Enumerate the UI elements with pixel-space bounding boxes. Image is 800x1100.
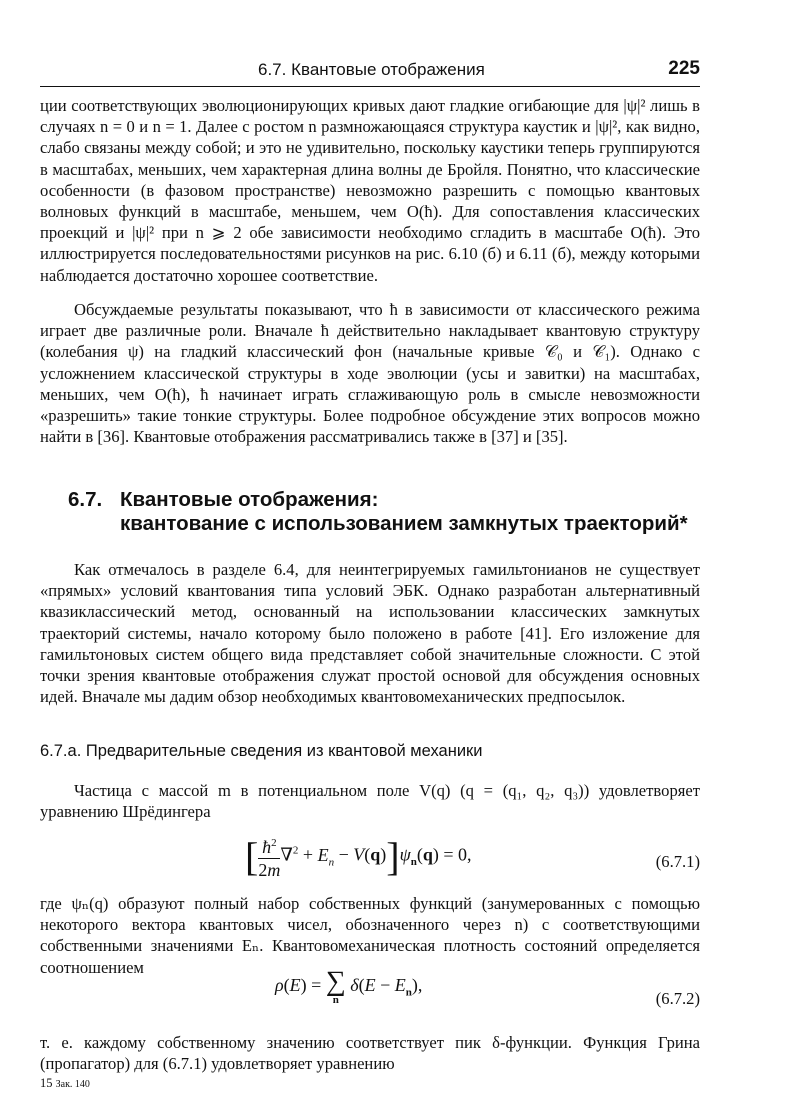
equation-6-7-1: [40, 832, 700, 892]
paragraph-5-text: где ψₙ(q) образуют полный набор собственных функций (занумерованных с помощью некоторого вектора квантовых чисел, обозначенного через n) с соответствующими собственными значениями Eₙ. Квантовомеханическая плотность состояний определяется соотношением: [40, 894, 700, 977]
paragraph-3-text: Как отмечалось в разделе 6.4, для неинтегрируемых гамильтонианов не существует «прямых» условий квантования типа условий ЭБК. Однако разработан альтернативный квазиклассический метод, основанный на использовании классических замкнутых траекторий системы, начало которому было положено в работе [41]. Его изложение для гамильтоновых систем общего вида представляет собой значительные сложности. С этой точки зрения квантовые отображения служат простой основой для обсуждения основных идей. Вначале мы дадим обзор необходимых квантовомеханических предпосылок.: [40, 560, 700, 707]
paragraph-5: [40, 893, 700, 978]
paragraph-1-text: ции соответствующих эволюционирующих кривых дают гладкие огибающие для |ψ|² лишь в случаях n = 0 и n = 1. Далее с ростом n размножающаяся структура каустик и |ψ|², как видно, слабо связаны между собой; и это не удивительно, поскольку каустики теперь группируются в масштабах, меньших, чем характерная длина волны де Бройля. Понятно, что классические особенности (в фазовом пространстве) невозможно разрешить с помощью квантовых волновых функций в масштабе, меньшем, чем O(ħ). Для сопоставления классических проекций и |ψ|² при n ⩾ 2 обе зависимости необходимо сгладить в масштабе O(ħ). Это иллюстрируется последовательностями рисунков на рис. 6.10 (б) и 6.11 (б), между которыми наблюдается достаточно хорошее соответствие.: [40, 96, 701, 285]
header-rule: [40, 86, 700, 87]
paragraph-6-text: т. е. каждому собственному значению соответствует пик δ-функции. Функция Грина (пропагатор) для (6.7.1) удовлетворяет уравнению: [40, 1033, 700, 1074]
paragraph-4-text: Частица с массой m в потенциальном поле V(q) (q = (q₁, q₂, q₃)) удовлетворяет уравнению Шрёдингера: [40, 781, 700, 822]
paragraph-2-text: Обсуждаемые результаты показывают, что ħ в зависимости от классического режима играет две различные роли. Вначале ħ действительно накладывает квантовую структуру (колебания ψ) на гладкий классический фон (начальные кривые 𝒞₀ и 𝒞₁). Однако с усложнением классической структуры в ходе эволюции (усы и завитки) на масштабах, меньших, чем O(ħ), ħ начинает играть сглаживающую роль в смысле невозможности «разрешить» такие тонкие структуры. Более подробное обсуждение этих вопросов можно найти в [36]. Квантовые отображения рассматривались также в [37] и [35].: [40, 300, 700, 447]
density-of-states-equation: ρ(E) = ∑ n $\delta(E - E_n)$,: [275, 966, 423, 1006]
equation-6-7-2: [40, 966, 700, 1029]
paragraph-2: [40, 299, 700, 447]
paragraph-4: [40, 780, 700, 822]
running-head-title: 6.7. Квантовые отображения: [258, 60, 485, 79]
running-head: [40, 58, 700, 84]
schrodinger-equation: [ $\frac{ħ^2}{2m}$ $\nabla^2 + E_n - V(q)]\psi_n(q) = 0$,: [245, 834, 472, 880]
equation-number-1: (6.7.1): [655, 852, 700, 871]
section-title-line2: квантование с использованием замкнутых траекторий*: [120, 512, 688, 535]
paragraph-1: [40, 95, 700, 286]
printer-signature: [40, 1076, 90, 1091]
section-number: 6.7.: [68, 488, 103, 511]
section-heading: [68, 488, 688, 536]
signature-number: 15: [40, 1076, 53, 1090]
subsection-heading: 6.7.a. Предварительные сведения из квантовой механики: [40, 742, 483, 760]
equation-number-2: (6.7.2): [655, 989, 700, 1008]
order-note: Зак. 140: [55, 1079, 90, 1090]
page-number: 225: [668, 58, 700, 79]
paragraph-3: [40, 559, 700, 707]
paragraph-6: [40, 1032, 700, 1074]
section-title-line1: Квантовые отображения:: [120, 488, 379, 511]
